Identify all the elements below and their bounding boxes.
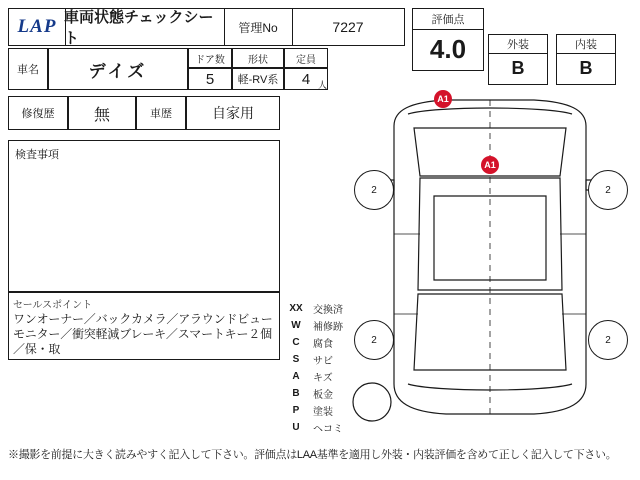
spare-circle (353, 383, 391, 421)
legend-code: A (292, 371, 300, 382)
legend-desc: ヘコミ (313, 424, 343, 435)
vehicle-info-row (8, 48, 328, 92)
evaluation-score-value: 4.0 (412, 28, 484, 71)
management-number-label: 管理No (224, 8, 293, 46)
seat-count-label: 定員 (284, 48, 328, 68)
legend-desc: サビ (313, 356, 333, 367)
inspection-label: 検査事項 (15, 149, 59, 161)
logo (8, 8, 66, 46)
vehicle-outline-svg (348, 84, 632, 432)
wheel-mark-front-right: 2 (588, 170, 628, 210)
seat-count-unit: 人 (318, 80, 328, 90)
legend-desc: 板金 (313, 390, 333, 401)
seat-count-value: 4 (284, 68, 328, 90)
legend-desc: 交換済 (313, 305, 343, 316)
damage-marker-a1-roof: A1 (481, 156, 499, 174)
logo-text: LAP (17, 16, 57, 37)
body-shape-value: 軽-RV系 (232, 68, 284, 90)
door-count-label: ドア数 (188, 48, 232, 68)
legend-code: C (292, 337, 300, 348)
wheel-mark-rear-left: 2 (354, 320, 394, 360)
door-count-value: 5 (188, 68, 232, 90)
exterior-grade-label: 外装 (488, 34, 548, 54)
legend-code: S (292, 354, 300, 365)
vehicle-diagram (348, 84, 632, 432)
footnote: ※撮影を前提に大きく読みやすく記入して下さい。評価点はLAA基準を適用し外装・内装評価を含めて正しく記入して下さい。 (8, 449, 617, 461)
sales-point-text: ワンオーナー／バックカメラ／アラウンドビューモニター／衝突軽減ブレーキ／スマートキー２個／保・取 (13, 312, 273, 356)
legend-code: P (292, 405, 300, 416)
wheel-mark-rear-right: 2 (588, 320, 628, 360)
page-title (64, 8, 225, 46)
wheel-mark-front-left: 2 (354, 170, 394, 210)
damage-marker-a1-front: A1 (434, 90, 452, 108)
car-name-value: デイズ (48, 48, 188, 90)
usage-history-value: 自家用 (186, 96, 280, 130)
legend-desc: キズ (313, 373, 333, 384)
usage-history-label: 車歴 (136, 96, 186, 130)
legend-desc: 腐食 (313, 339, 333, 350)
evaluation-score-label: 評価点 (412, 8, 484, 30)
legend-code: B (292, 388, 300, 399)
legend-desc: 塗装 (313, 407, 333, 418)
history-row (8, 96, 280, 132)
inspection-box (8, 140, 280, 292)
legend-desc: 補修跡 (313, 322, 343, 333)
page-title-text: 車両状態チェックシート (64, 9, 214, 47)
repair-history-value: 無 (68, 96, 136, 130)
exterior-grade-value: B (488, 52, 548, 85)
interior-grade-label: 内装 (556, 34, 616, 54)
sales-point-label: セールスポイント (13, 300, 93, 311)
sales-point-box (8, 292, 280, 360)
management-number-value: 7227 (292, 8, 405, 46)
legend-code: W (291, 320, 301, 331)
interior-grade-value: B (556, 52, 616, 85)
legend-code: U (292, 422, 300, 433)
repair-history-label: 修復歴 (8, 96, 68, 130)
body-shape-label: 形状 (232, 48, 284, 68)
car-name-label: 車名 (8, 48, 48, 90)
legend-code: XX (289, 303, 303, 314)
